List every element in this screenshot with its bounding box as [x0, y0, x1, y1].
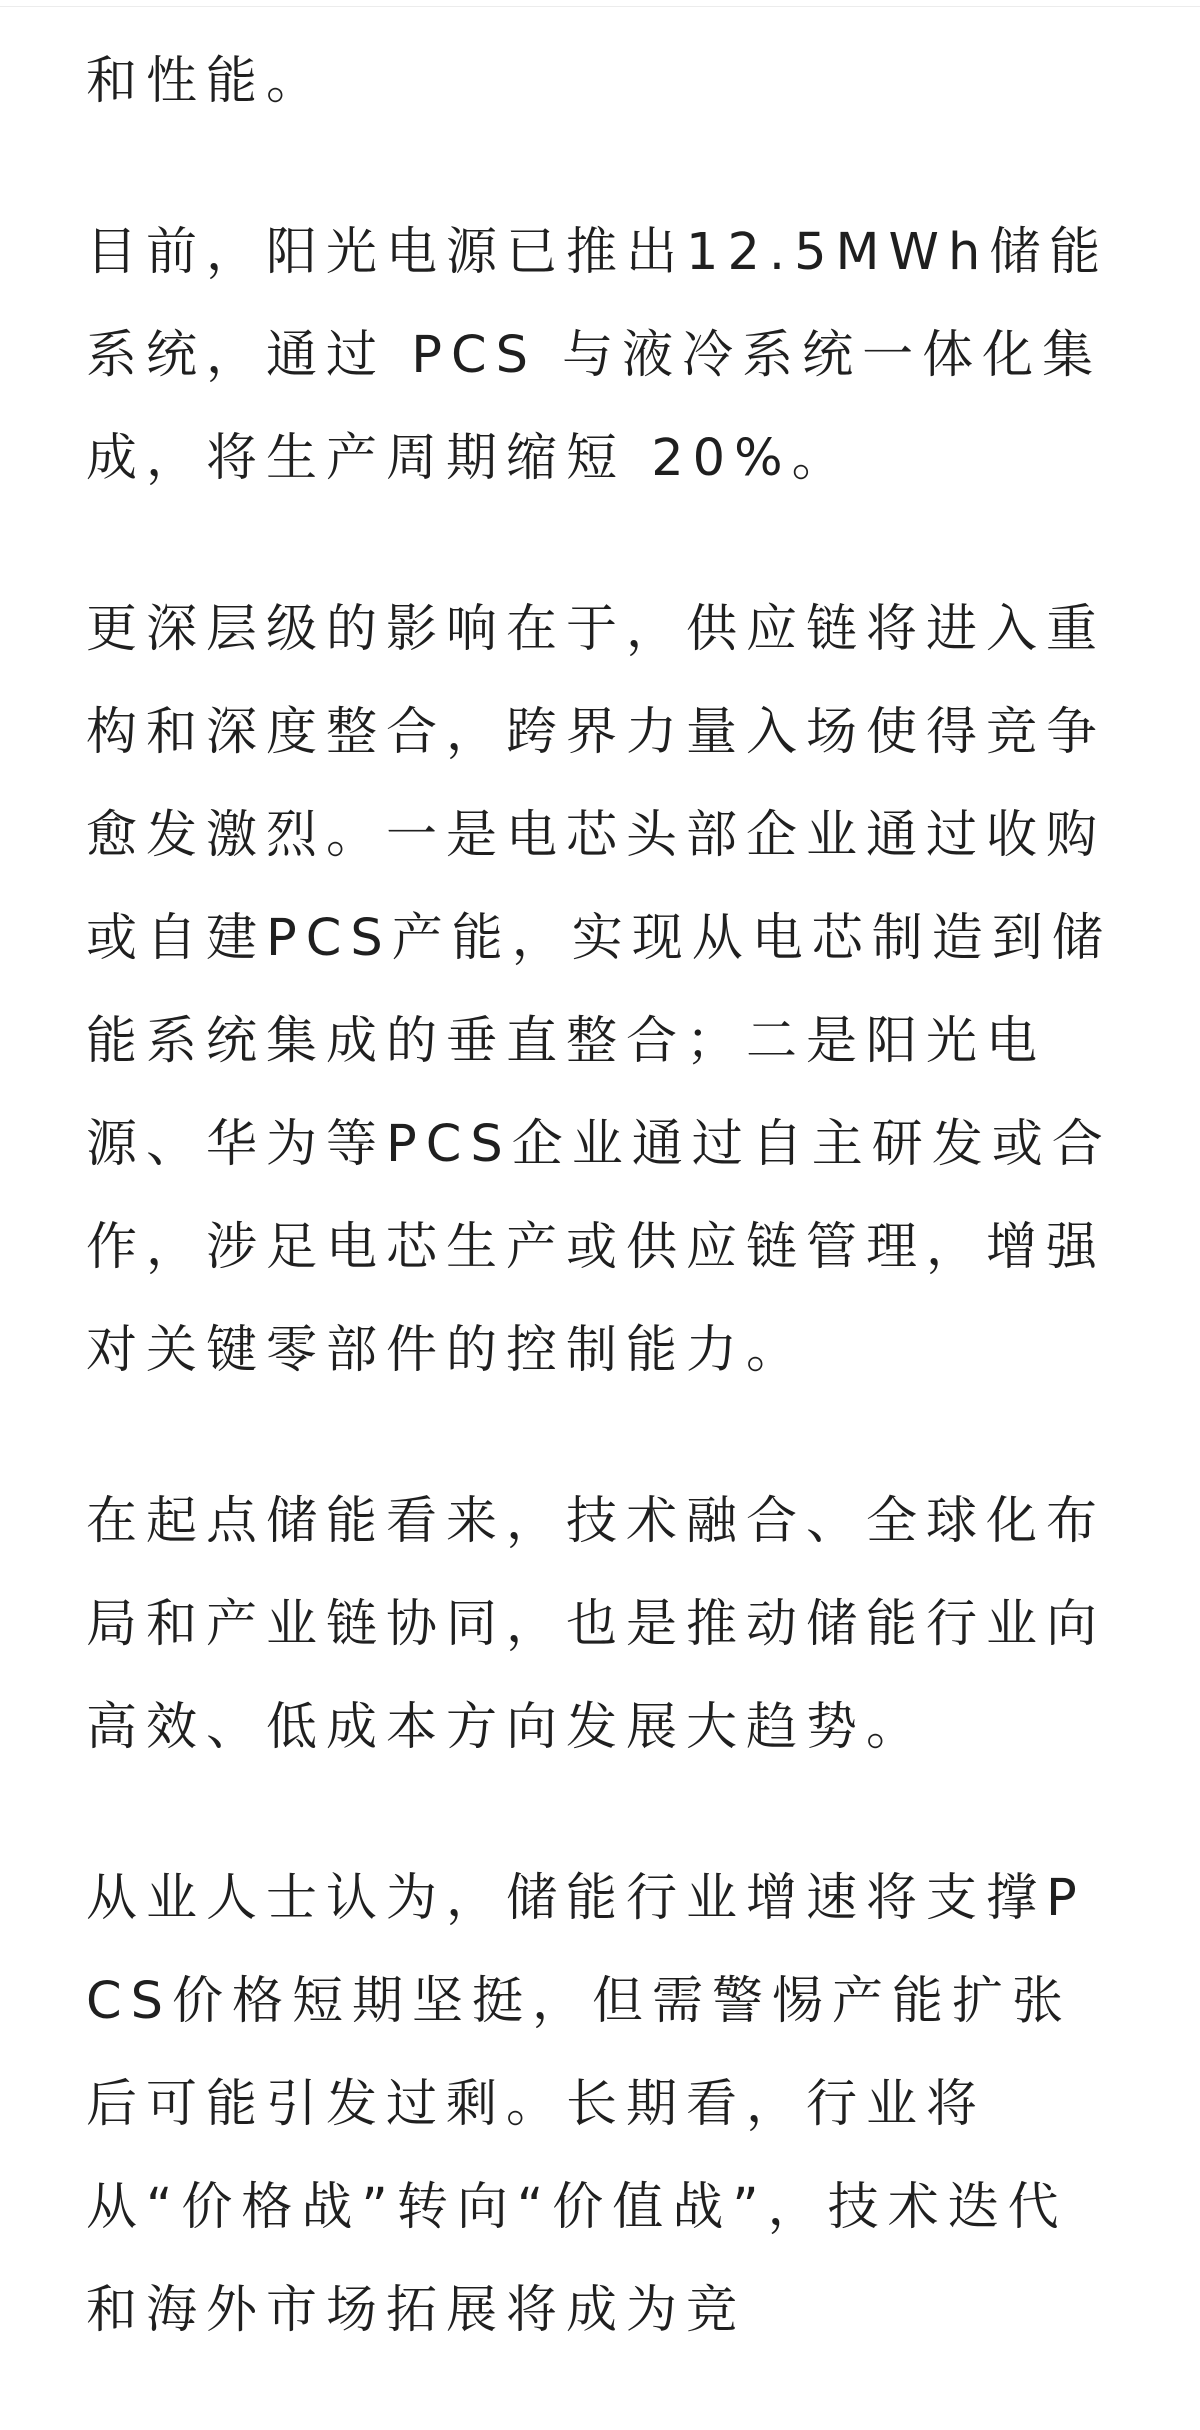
- article-body: [86, 30, 1116, 2430]
- paragraph-4: 在起点储能看来，技术融合、全球化布局和产业链协同，也是推动储能行业向高效、低成本方向发展大趋势。: [86, 1492, 1107, 1757]
- paragraph-1: 和性能。: [86, 52, 327, 111]
- paragraph-5: 从业人士认为，储能行业增速将支撑PCS价格短期坚挺，但需警惕产能扩张后可能引发过剩。长期看，行业将从“价格战”转向“价值战”，技术迭代和海外市场拓展将成为竞: [86, 1869, 1086, 2340]
- top-divider: [0, 0, 1200, 7]
- paragraph-3: 更深层级的影响在于，供应链将进入重构和深度整合，跨界力量入场使得竞争愈发激烈。一是电芯头部企业通过收购或自建PCS产能，实现从电芯制造到储能系统集成的垂直整合；二是阳光电源、华为等PCS企业通过自主研发或合作，涉足电芯生产或供应链管理，增强对关键零部件的控制能力。: [86, 600, 1112, 1380]
- paragraph-2: 目前，阳光电源已推出12.5MWh储能系统，通过 PCS 与液冷系统一体化集成，将生产周期缩短 20%。: [86, 223, 1110, 488]
